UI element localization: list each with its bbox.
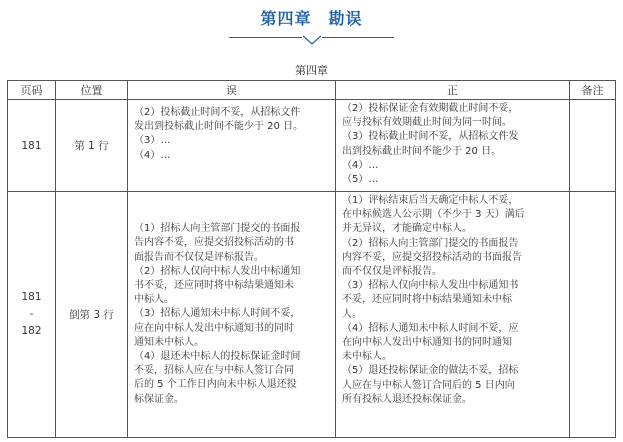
text-line: 在向中标人发出中标通知书的同时通知 <box>342 337 512 349</box>
text-line: 面报告而不仅仅是评标报告。 <box>134 251 264 263</box>
page-start: 181 <box>21 291 42 303</box>
text-line: 人应在与中标人签订合同后的 5 日内向 <box>342 379 515 391</box>
text-line: 应在向中标人发出中标通知书的同时 <box>134 322 294 334</box>
text-line: （5）… <box>342 174 379 186</box>
position-cell: 倒第 3 行 <box>56 192 128 438</box>
column-header-position: 位置 <box>56 81 128 100</box>
column-header-right: 正 <box>336 81 570 100</box>
text-line: 并无异议，才能确定中标人。 <box>342 223 472 235</box>
text-line: 未中标人。 <box>342 351 392 363</box>
right-cell <box>336 192 570 438</box>
column-header-wrong: 误 <box>128 81 336 100</box>
page-header <box>0 0 623 56</box>
text-line: （5）退还投标保证金的做法不妥，招标 <box>342 365 519 377</box>
text-line: （3）招标人仅向中标人发出中标通知书 <box>342 280 519 292</box>
page-cell: 181 <box>8 100 56 192</box>
text-line: （4）退还未中标人的投标保证金时间 <box>134 351 301 362</box>
text-line: （3）招标人通知未中标人时间不妥， <box>134 308 301 320</box>
text-line: （2）招标人仅向中标人发出中标通知 <box>134 265 301 277</box>
table-row <box>8 192 616 438</box>
text-line: （2）招标人向主管部门提交的书面报告 <box>342 237 519 249</box>
chevron-down-icon <box>302 34 322 46</box>
text-line: （3）… <box>134 135 171 147</box>
page-title: 第四章 勘误 <box>260 9 363 28</box>
errata-table <box>7 80 616 438</box>
text-line: 中标人。 <box>134 294 174 306</box>
chapter-label: 第四章 <box>295 64 328 77</box>
note-cell <box>570 192 616 438</box>
text-line: （4）招标人通知未中标人时间不妥，应 <box>342 322 519 334</box>
page-end: 182 <box>21 325 42 337</box>
text-line: 告内容不妥，应提交招投标活动的书 <box>134 237 294 249</box>
text-line: （1）评标结束后当天确定中标人不妥， <box>342 195 519 206</box>
text-line: （1）招标人向主管部门提交的书面报 <box>134 223 301 235</box>
text-line: （2）投标截止时间不妥，从招标文件 <box>134 107 301 118</box>
text-line: 内容不妥，应提交招投标活动的书面报告 <box>342 251 522 263</box>
text-line: 在中标候选人公示期（不少于 3 天）满后 <box>342 209 525 221</box>
text-line: 通知未中标人。 <box>134 336 204 348</box>
right-cell <box>336 100 570 192</box>
page-dash: - <box>29 308 34 320</box>
wrong-cell <box>128 100 336 192</box>
text-line: 所有投标人退还投标保证金。 <box>342 393 472 405</box>
text-line: 发出到投标截止时间不能少于 20 日。 <box>134 121 304 133</box>
wrong-cell <box>128 192 336 438</box>
column-header-note: 备注 <box>570 81 616 100</box>
table-row <box>8 100 616 192</box>
text-line: （4）… <box>134 149 171 161</box>
text-line: （3）投标截止时间不妥，从招标文件发 <box>342 131 519 143</box>
text-line: 人。 <box>342 308 362 320</box>
text-line: 书不妥，还应同时将中标结果通知未 <box>134 279 294 291</box>
column-header-page: 页码 <box>8 81 56 100</box>
page-cell <box>8 192 56 438</box>
table-header-row <box>8 81 616 100</box>
text-line: 不妥，招标人应在与中标人签订合同 <box>134 365 294 377</box>
note-cell <box>570 100 616 192</box>
text-line: （2）投标保证金有效期截止时间不妥， <box>342 103 519 114</box>
text-line: 不妥，还应同时将中标结果通知未中标 <box>342 294 512 306</box>
text-line: 后的 5 个工作日内向未中标人退还投 <box>134 379 297 391</box>
text-line: （4）… <box>342 159 379 171</box>
text-line: 应与投标有效期截止时间为同一时间。 <box>342 117 512 129</box>
text-line: 标保证金。 <box>134 393 184 405</box>
text-line: 出到投标截止时间不能少于 20 日。 <box>342 145 502 157</box>
position-cell: 第 1 行 <box>56 100 128 192</box>
text-line: 而不仅仅是评标报告。 <box>342 266 442 278</box>
